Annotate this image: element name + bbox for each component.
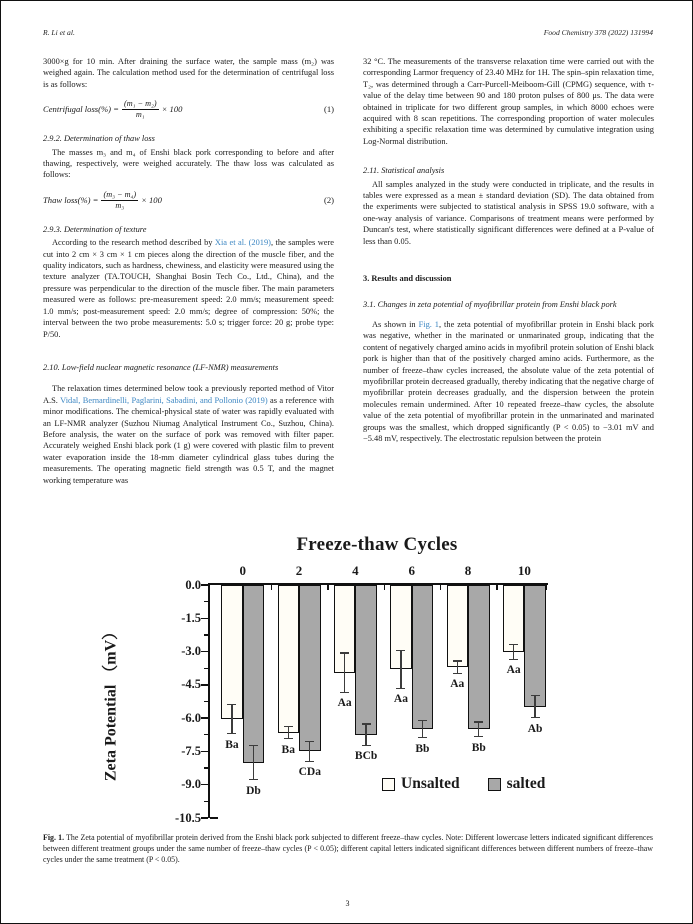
y-axis-foot bbox=[210, 817, 218, 819]
page-number: 3 bbox=[345, 899, 350, 908]
error-bar-salted-cycle-6 bbox=[422, 721, 423, 738]
bar-unsalted-cycle-2 bbox=[278, 585, 300, 733]
error-bar-cap bbox=[453, 673, 462, 674]
figure-1 bbox=[43, 532, 653, 824]
significance-label-Aa: Aa bbox=[337, 697, 352, 710]
x-axis-category-label: 6 bbox=[408, 563, 415, 578]
y-axis-tick bbox=[201, 784, 208, 785]
y-axis-tick bbox=[201, 717, 208, 718]
error-bar-unsalted-cycle-10 bbox=[513, 644, 514, 659]
error-bar-cap bbox=[474, 721, 483, 722]
left-column bbox=[43, 56, 334, 534]
error-bar-unsalted-cycle-4 bbox=[344, 653, 345, 692]
section-heading-3-1: 3.1. Changes in zeta potential of myofibrillar protein from Enshi black pork bbox=[363, 299, 617, 309]
error-bar-cap bbox=[474, 736, 483, 737]
equation-2-number: (2) bbox=[323, 194, 334, 205]
equation-1-lhs: Centrifugal loss(%) = bbox=[43, 104, 119, 115]
lfnmr-text-before: The relaxation times determined below took a previously reported method of Vitor A.S. bbox=[43, 384, 334, 405]
error-bar-cap bbox=[284, 738, 293, 739]
citation-link-xia-2019[interactable]: Xia et al. (2019) bbox=[214, 238, 271, 248]
error-bar-cap bbox=[284, 726, 293, 727]
bar-unsalted-cycle-0 bbox=[221, 585, 243, 719]
error-bar-unsalted-cycle-8 bbox=[457, 661, 458, 673]
significance-label-Aa: Aa bbox=[393, 693, 408, 706]
equation-1-number: (1) bbox=[323, 104, 334, 115]
section-heading-2-11: 2.11. Statistical analysis bbox=[363, 166, 445, 176]
x-axis-minor-tick bbox=[440, 585, 441, 590]
paragraph-texture bbox=[43, 237, 334, 340]
significance-label-Db: Db bbox=[246, 784, 261, 797]
error-bar-cap bbox=[531, 717, 540, 718]
significance-label-Aa: Aa bbox=[450, 678, 465, 691]
error-bar-cap bbox=[305, 741, 314, 742]
error-bar-cap bbox=[453, 660, 462, 661]
error-bar-unsalted-cycle-2 bbox=[288, 727, 289, 739]
y-axis-minor-tick bbox=[204, 701, 208, 702]
error-bar-cap bbox=[531, 695, 540, 696]
x-axis-minor-tick bbox=[327, 585, 328, 590]
zeta-potential-chart-plot bbox=[102, 563, 548, 825]
texture-text-after: , the samples were cut into 2 cm × 3 cm × 1 cm pieces along the direction of the muscle fiber, and the quality indicators, such as hardness, chewiness, and elasticity were measured using the texture analyzer (TA.TOUCH, Shanghai Bosin Tech Co., Ltd., China), and the pressure was perpendicular to the direction of the muscle fiber. The main parameters measured were as follows: pre-measurement speed: 2.0 mm/s; measurement speed: 1.0 mm/s; post-measurement speed: 2.0 mm/s; degree of compression: 50%; the interval between the two probe measurements: 5.0 s; trigger force: 20 g; probe type: P/50. bbox=[43, 238, 334, 339]
y-axis-minor-tick bbox=[204, 601, 208, 602]
y-axis-tick bbox=[201, 817, 208, 818]
paragraph-zeta-results bbox=[363, 319, 654, 444]
error-bar-salted-cycle-4 bbox=[365, 724, 366, 745]
equation-2-denominator: m₃ bbox=[115, 200, 125, 210]
section-heading-2-9-3: 2.9.3. Determination of texture bbox=[43, 224, 147, 234]
x-axis-minor-tick bbox=[271, 585, 272, 590]
y-axis-tick-label: -7.5 bbox=[181, 743, 201, 758]
equation-2-numerator: (m₃ − m₄) bbox=[103, 189, 137, 199]
legend-label-salted: salted bbox=[506, 775, 546, 792]
x-axis-minor-tick bbox=[384, 585, 385, 590]
significance-label-CDa: CDa bbox=[298, 766, 321, 779]
y-axis-minor-tick bbox=[204, 668, 208, 669]
paragraph-nmr-continued: 32 °C. The measurements of the transverse relaxation time were carried out with the corresponding Larmor frequency of 23.40 MHz for 1H. The spin–spin relaxation time, T₂, was determined through a Carr-Purcell-Meiboom-Gill (CPMG) sequence, with τ-value of the delay time between 90 and 180 proton pulses of 800 μs. The data were obtained in triplicate for two different group samples, in which 8000 echoes were acquired with 8 scan repetitions. The corresponding proportion of water molecules exhibiting a specific relaxation time was determined by cumulative integration using Log-Normal distribution. bbox=[363, 57, 654, 146]
bar-unsalted-cycle-8 bbox=[447, 585, 469, 667]
y-axis-tick-label: -3.0 bbox=[181, 644, 201, 659]
legend-swatch-unsalted bbox=[382, 778, 395, 791]
y-axis-tick bbox=[201, 618, 208, 619]
y-axis-label: Zeta Potential （mV） bbox=[102, 623, 120, 782]
equation-2-lhs: Thaw loss(%) = bbox=[43, 194, 99, 205]
y-axis-tick-label: -1.5 bbox=[181, 610, 201, 625]
section-heading-2-9-2: 2.9.2. Determination of thaw loss bbox=[43, 134, 155, 144]
error-bar-salted-cycle-0 bbox=[253, 745, 254, 780]
significance-label-Bb: Bb bbox=[471, 741, 486, 754]
y-axis-tick-label: -10.5 bbox=[174, 810, 201, 825]
error-bar-unsalted-cycle-0 bbox=[231, 705, 232, 734]
y-axis-tick-label: -4.5 bbox=[181, 677, 201, 692]
paragraph-statistics: All samples analyzed in the study were conducted in triplicate, and the results in tables were expressed as a mean ± standard deviation (SD). The data obtained from the experiments were subjected to statistical analysis in SPSS 19.0 software, with a one-way analysis of variance. Comparisons of treatment means were performed by Duncan's test, where statistically significant differences were defined at a P-value of less than 0.05. bbox=[363, 179, 654, 246]
bar-salted-cycle-0 bbox=[243, 585, 265, 763]
figure-1-link[interactable]: Fig. 1 bbox=[418, 319, 439, 329]
error-bar-cap bbox=[509, 659, 518, 660]
equation-1 bbox=[43, 99, 334, 120]
bar-salted-cycle-4 bbox=[355, 585, 377, 735]
bar-unsalted-cycle-10 bbox=[503, 585, 525, 652]
error-bar-cap bbox=[340, 652, 349, 653]
legend-swatch-salted bbox=[488, 778, 501, 791]
x-axis-minor-tick bbox=[496, 585, 497, 590]
page-header bbox=[43, 28, 653, 37]
paragraph-lfnmr bbox=[43, 383, 334, 486]
significance-label-Bb: Bb bbox=[415, 742, 430, 755]
significance-label-Ab: Ab bbox=[527, 722, 543, 735]
y-axis-tick-label: 0.0 bbox=[185, 577, 201, 592]
lfnmr-text-after: as a reference with minor modifications. The chemical-physical state of water was rapidly evaluated with an LF-NMR analyzer (Suzhou Niumag Analytical Instrument Co., Suzhou, China). Before analysis, the water on the surface of pork was removed with filter paper. Accurately weighed Enshi black pork (1 g) were covered with plastic film to prevent water evaporation inside the 18-mm diameter cylindrical glass tubes during the measurements. The operating magnetic field strength was 0.5 T, and the magnet working temperature was bbox=[43, 395, 334, 485]
significance-label-BCb: BCb bbox=[354, 750, 378, 763]
significance-label-Ba: Ba bbox=[281, 743, 295, 756]
legend-item-salted bbox=[488, 775, 546, 793]
x-axis-category-label: 2 bbox=[295, 563, 303, 578]
paragraph-centrifugal-loss: 3000×g for 10 min. After draining the surface water, the sample mass (m₂) was weighed again. The calculation method used for the determination of centrifugal loss is as follows: bbox=[43, 57, 334, 89]
equation-1-denominator: m₁ bbox=[135, 110, 145, 120]
x-axis-category-label: 8 bbox=[464, 563, 472, 578]
bar-salted-cycle-8 bbox=[468, 585, 490, 729]
equation-2-fraction bbox=[101, 190, 138, 211]
error-bar-unsalted-cycle-6 bbox=[400, 650, 401, 688]
y-axis-tick-label: -6.0 bbox=[181, 710, 201, 725]
x-axis-category-label: 10 bbox=[517, 563, 531, 578]
error-bar-salted-cycle-8 bbox=[478, 722, 479, 737]
error-bar-cap bbox=[340, 692, 349, 693]
legend-item-unsalted bbox=[382, 775, 460, 793]
paragraph-thaw-loss: The masses m₃ and m₄ of Enshi black pork corresponding to before and after thawing, respectively, were weighed accurately. The thaw loss was calculated as follows: bbox=[43, 147, 334, 180]
error-bar-cap bbox=[227, 733, 236, 734]
error-bar-cap bbox=[249, 779, 258, 780]
significance-label-Aa: Aa bbox=[506, 664, 521, 677]
equation-1-multiplier: × 100 bbox=[161, 104, 183, 115]
texture-text-before: According to the research method described by bbox=[52, 238, 215, 248]
x-axis-end-tick bbox=[546, 585, 547, 590]
error-bar-salted-cycle-10 bbox=[534, 696, 535, 718]
section-heading-3: 3. Results and discussion bbox=[363, 274, 452, 284]
error-bar-salted-cycle-2 bbox=[309, 741, 310, 761]
significance-label-Ba: Ba bbox=[225, 738, 239, 751]
error-bar-cap bbox=[418, 737, 427, 738]
error-bar-cap bbox=[396, 688, 405, 689]
y-axis-tick bbox=[201, 584, 208, 585]
bar-salted-cycle-2 bbox=[299, 585, 321, 751]
error-bar-cap bbox=[362, 723, 371, 724]
equation-2-multiplier: × 100 bbox=[141, 194, 162, 205]
error-bar-cap bbox=[362, 745, 371, 746]
caption-text: The Zeta potential of myofibrillar protein derived from the Enshi black pork subjected to different freeze–thaw cycles. Note: Different lowercase letters indicated significant differences between different treatment groups under the same number of freeze–thaw cycles (P < 0.05); different capital letters indicated significant differences between different numbers of freeze–thaw cycles under the same treatment (P < 0.05). bbox=[43, 833, 653, 864]
equation-1-numerator: (m₁ − m₂) bbox=[123, 99, 157, 109]
error-bar-cap bbox=[509, 644, 518, 645]
error-bar-cap bbox=[227, 704, 236, 705]
error-bar-cap bbox=[418, 720, 427, 721]
error-bar-cap bbox=[305, 761, 314, 762]
equation-2 bbox=[43, 190, 334, 211]
x-axis-category-label: 4 bbox=[352, 563, 359, 578]
y-axis-minor-tick bbox=[204, 634, 208, 635]
error-bar-cap bbox=[396, 650, 405, 651]
caption-label: Fig. 1. bbox=[43, 833, 65, 842]
bar-salted-cycle-6 bbox=[412, 585, 434, 729]
y-axis-minor-tick bbox=[204, 801, 208, 802]
journal-citation: Food Chemistry 378 (2022) 131994 bbox=[543, 28, 653, 37]
section-heading-2-10: 2.10. Low-field nuclear magnetic resonance (LF-NMR) measurements bbox=[43, 362, 279, 372]
chart-title: Freeze-thaw Cycles bbox=[296, 534, 458, 555]
y-axis-tick bbox=[201, 651, 208, 652]
y-axis-tick-label: -9.0 bbox=[181, 777, 201, 792]
results-text-before: As shown in bbox=[372, 319, 419, 329]
figure-1-caption bbox=[43, 832, 653, 865]
y-axis-tick bbox=[201, 684, 208, 685]
legend-label-unsalted: Unsalted bbox=[401, 775, 460, 792]
y-axis-minor-tick bbox=[204, 767, 208, 768]
x-axis-category-label: 0 bbox=[239, 563, 246, 578]
running-author: R. Li et al. bbox=[43, 28, 75, 37]
equation-1-fraction bbox=[122, 99, 159, 120]
citation-link-vidal-2019[interactable]: Vidal, Bernardinelli, Paglarini, Sabadini, and Pollonio (2019) bbox=[60, 395, 268, 405]
results-text-after: , the zeta potential of myofibrillar protein in Enshi black pork was negative, whether in the marinated or unmarinated group, indicating that the content of negatively charged amino acids in myofibril protein solution of Enshi black pork is higher than that of the positively charged amino acids. Furthermore, as the number of freeze–thaw cycles increased, the absolute value of the zeta potential of myofibrillar protein decreased gradually, thereby indicating that the negative charge of myofibrillar protein decreases gradually, and the dispersion between the protein molecules remain undermined. After 10 repeated freeze–thaw cycles, the absolute value of the zeta potential of myofibrillar protein in the unmarinated and marinated groups was the smallest, which dropped significantly (P < 0.05) to −3.01 mV and −5.48 mV, respectively. The electrostatic repulsion between the protein bbox=[363, 319, 654, 443]
error-bar-cap bbox=[249, 745, 258, 746]
y-axis-tick bbox=[201, 751, 208, 752]
right-column bbox=[363, 56, 654, 534]
y-axis-minor-tick bbox=[204, 734, 208, 735]
chart-legend bbox=[382, 775, 545, 793]
bar-salted-cycle-10 bbox=[524, 585, 546, 707]
